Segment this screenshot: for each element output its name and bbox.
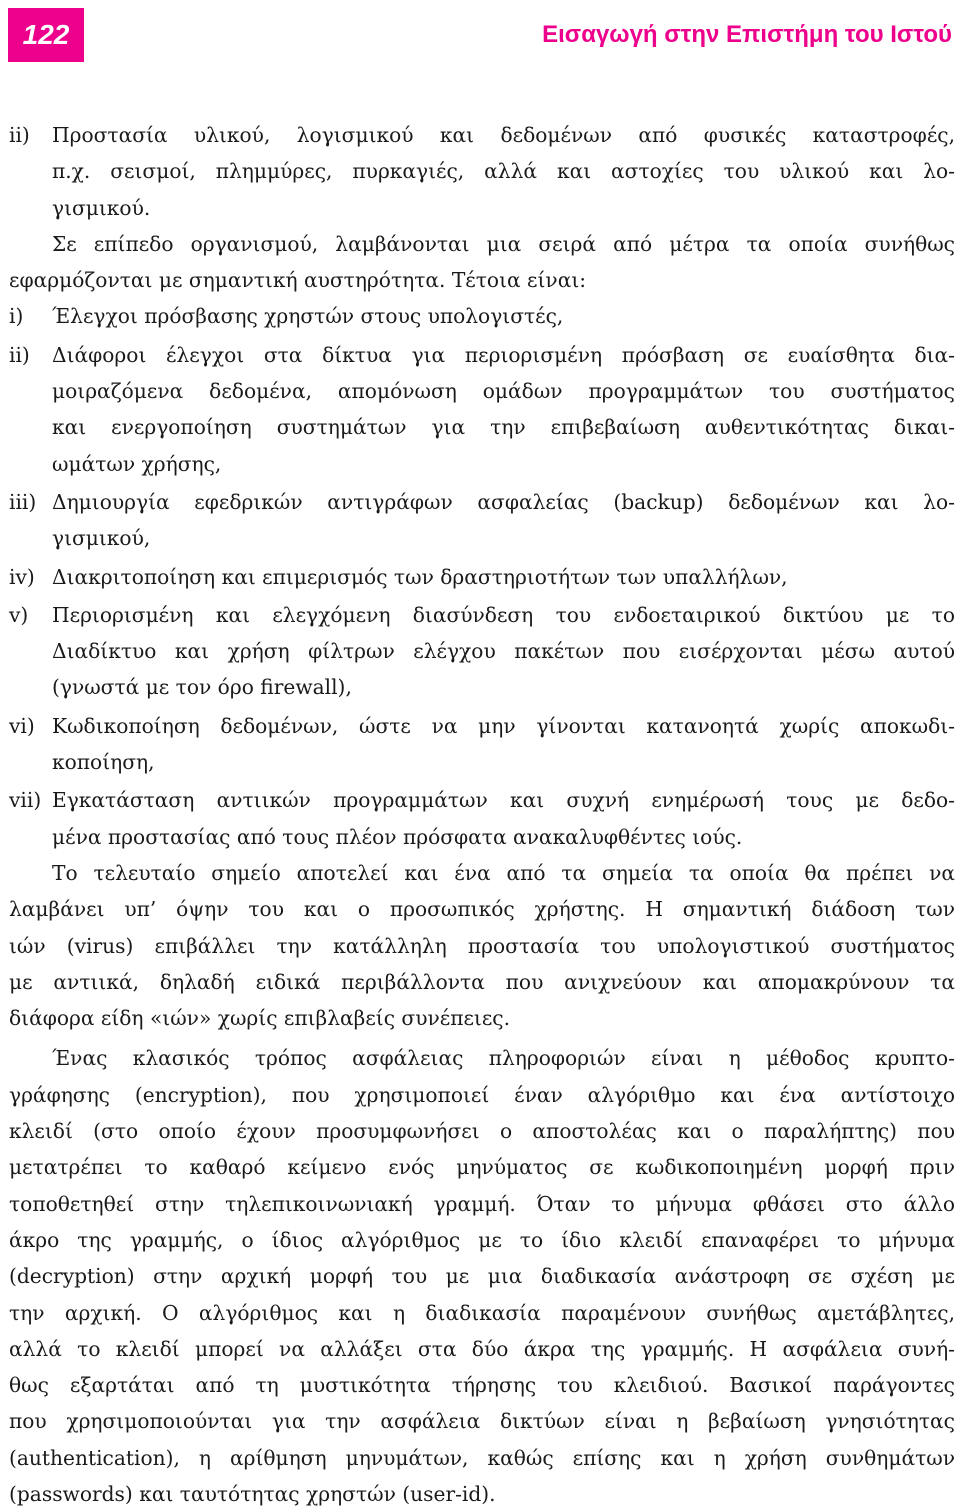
list-item	[9, 708, 955, 781]
list-item-label: iv)	[9, 564, 35, 589]
text-line: μετατρέπει το καθαρό κείμενο ενός μηνύματος σε κωδικοποιημένη μορφή πριν	[9, 1155, 955, 1180]
text-line: κλειδί (στο οποίο έχουν προσυμφωνήσει ο αποστολέας και ο παραλήπτης) που	[9, 1119, 955, 1144]
text-line: γισμικού,	[52, 526, 151, 551]
text-line: μένα προστασίας από τους πλέον πρόσφατα ανακαλυφθέντες ιούς.	[52, 824, 743, 849]
text-line: γράφησης (encryption), που χρησιμοποιεί έναν αλγόριθμο και ένα αντίστοιχο	[9, 1082, 955, 1107]
text-line: και ενεργοποίηση συστημάτων για την επιβεβαίωση αυθεντικότητας δικαι-	[52, 415, 955, 440]
list-item-continued	[9, 117, 955, 226]
running-title: Εισαγωγή στην Επιστήμη του Ιστού	[542, 21, 952, 48]
text-line: (authentication), η αρίθμηση μηνυμάτων, καθώς επίσης και η χρήση συνθημάτων	[9, 1445, 955, 1470]
text-line: διάφορα είδη «ιών» χωρίς επιβλαβείς συνέπειες.	[9, 1006, 511, 1031]
text-line: π.χ. σεισμοί, πλημμύρες, πυρκαγιές, αλλά και αστοχίες του υλικού και λο-	[52, 159, 955, 184]
body-text	[9, 117, 955, 1512]
text-line: άκρο της γραμμής, ο ίδιος αλγόριθμος με το ίδιο κλειδί επαναφέρει το μήνυμα	[9, 1227, 955, 1252]
paragraph	[9, 1040, 955, 1512]
list-item	[9, 597, 955, 706]
list-item	[9, 337, 955, 482]
text-line: Κωδικοποίηση δεδομένων, ώστε να μην γίνονται κατανοητά χωρίς αποκωδι-	[52, 713, 955, 738]
text-line: Δημιουργία εφεδρικών αντιγράφων ασφαλείας (backup) δεδομένων και λο-	[52, 489, 955, 514]
list-item-label: vii)	[9, 788, 42, 813]
paragraph	[9, 226, 955, 299]
list-item-label: i)	[9, 304, 24, 329]
text-line: Σε επίπεδο οργανισμού, λαμβάνονται μια σειρά από μέτρα τα οποία συνήθως	[52, 231, 955, 256]
text-line: Προστασία υλικού, λογισμικού και δεδομένων από φυσικές καταστροφές,	[52, 123, 955, 147]
text-line: (decryption) στην αρχική μορφή του με μια διαδικασία ανάστροφη σε σχέση με	[9, 1264, 955, 1289]
text-line: ιών (virus) επιβάλλει την κατάλληλη προστασία του υπολογιστικού συστήματος	[9, 933, 955, 958]
text-line: Ένας κλασικός τρόπος ασφάλειας πληροφοριών είναι η μέθοδος κρυπτο-	[52, 1046, 955, 1071]
text-line: την αρχική. Ο αλγόριθμος και η διαδικασία παραμένουν συνήθως αμετάβλητες,	[9, 1300, 955, 1325]
list-item	[9, 484, 955, 557]
text-line: Το τελευταίο σημείο αποτελεί και ένα από τα σημεία τα οποία θα πρέπει να	[52, 860, 955, 885]
text-line: Διαδίκτυο και χρήση φίλτρων ελέγχου πακέτων που εισέρχονται μέσω αυτού	[52, 639, 955, 664]
text-line: Εγκατάσταση αντιικών προγραμμάτων και συχνή ενημέρωσή τους με δεδο-	[52, 788, 955, 813]
list-item	[9, 782, 955, 855]
page-number: 122	[8, 8, 84, 62]
text-line: λαμβάνει υπ’ όψην του και ο προσωπικός χρήστης. Η σημαντική διάδοση των	[9, 897, 955, 922]
text-line: αλλά το κλειδί μπορεί να αλλάξει στα δύο άκρα της γραμμής. Η ασφάλεια συνή-	[9, 1336, 955, 1361]
text-line: κοποίηση,	[52, 750, 155, 775]
text-line: Διακριτοποίηση και επιμερισμός των δραστηριοτήτων των υπαλλήλων,	[52, 564, 788, 589]
text-line: που χρησιμοποιούνται για την ασφάλεια δικτύων είναι η βεβαίωση γνησιότητας	[9, 1409, 955, 1434]
text-line: με αντιικά, δηλαδή ειδικά περιβάλλοντα που ανιχνεύουν και απομακρύνουν τα	[9, 969, 955, 994]
text-line: (passwords) και ταυτότητας χρηστών (user-id).	[9, 1481, 496, 1506]
text-line: Έλεγχοι πρόσβασης χρηστών στους υπολογιστές,	[52, 304, 564, 329]
text-line: (γνωστά με τον όρο firewall),	[52, 675, 352, 700]
list-item-label: v)	[9, 602, 29, 627]
page-header	[0, 8, 960, 62]
list-item	[9, 298, 955, 334]
text-line: ωμάτων χρήσης,	[52, 451, 222, 476]
list-item-label: ii)	[9, 123, 30, 147]
list-item-label: iii)	[9, 489, 37, 514]
text-line: μοιραζόμενα δεδομένα, απομόνωση ομάδων προγραμμάτων του συστήματος	[52, 379, 955, 404]
list-item	[9, 559, 955, 595]
text-line: γισμικού.	[52, 195, 151, 220]
text-line: εφαρμόζονται με σημαντική αυστηρότητα. Τέτοια είναι:	[9, 268, 587, 293]
list-item-label: ii)	[9, 342, 30, 367]
text-line: θως εξαρτάται από τη μυστικότητα τήρησης του κλειδιού. Βασικοί παράγοντες	[9, 1373, 955, 1398]
text-line: τοποθετηθεί στην τηλεπικοινωνιακή γραμμή. Όταν το μήνυμα φθάσει στο άλλο	[9, 1191, 955, 1216]
text-line: Περιορισμένη και ελεγχόμενη διασύνδεση του ενδοεταιρικού δικτύου με το	[52, 602, 955, 627]
text-line: Διάφοροι έλεγχοι στα δίκτυα για περιορισμένη πρόσβαση σε ευαίσθητα δια-	[52, 342, 955, 367]
list-item-label: vi)	[9, 713, 35, 738]
paragraph	[9, 855, 955, 1036]
